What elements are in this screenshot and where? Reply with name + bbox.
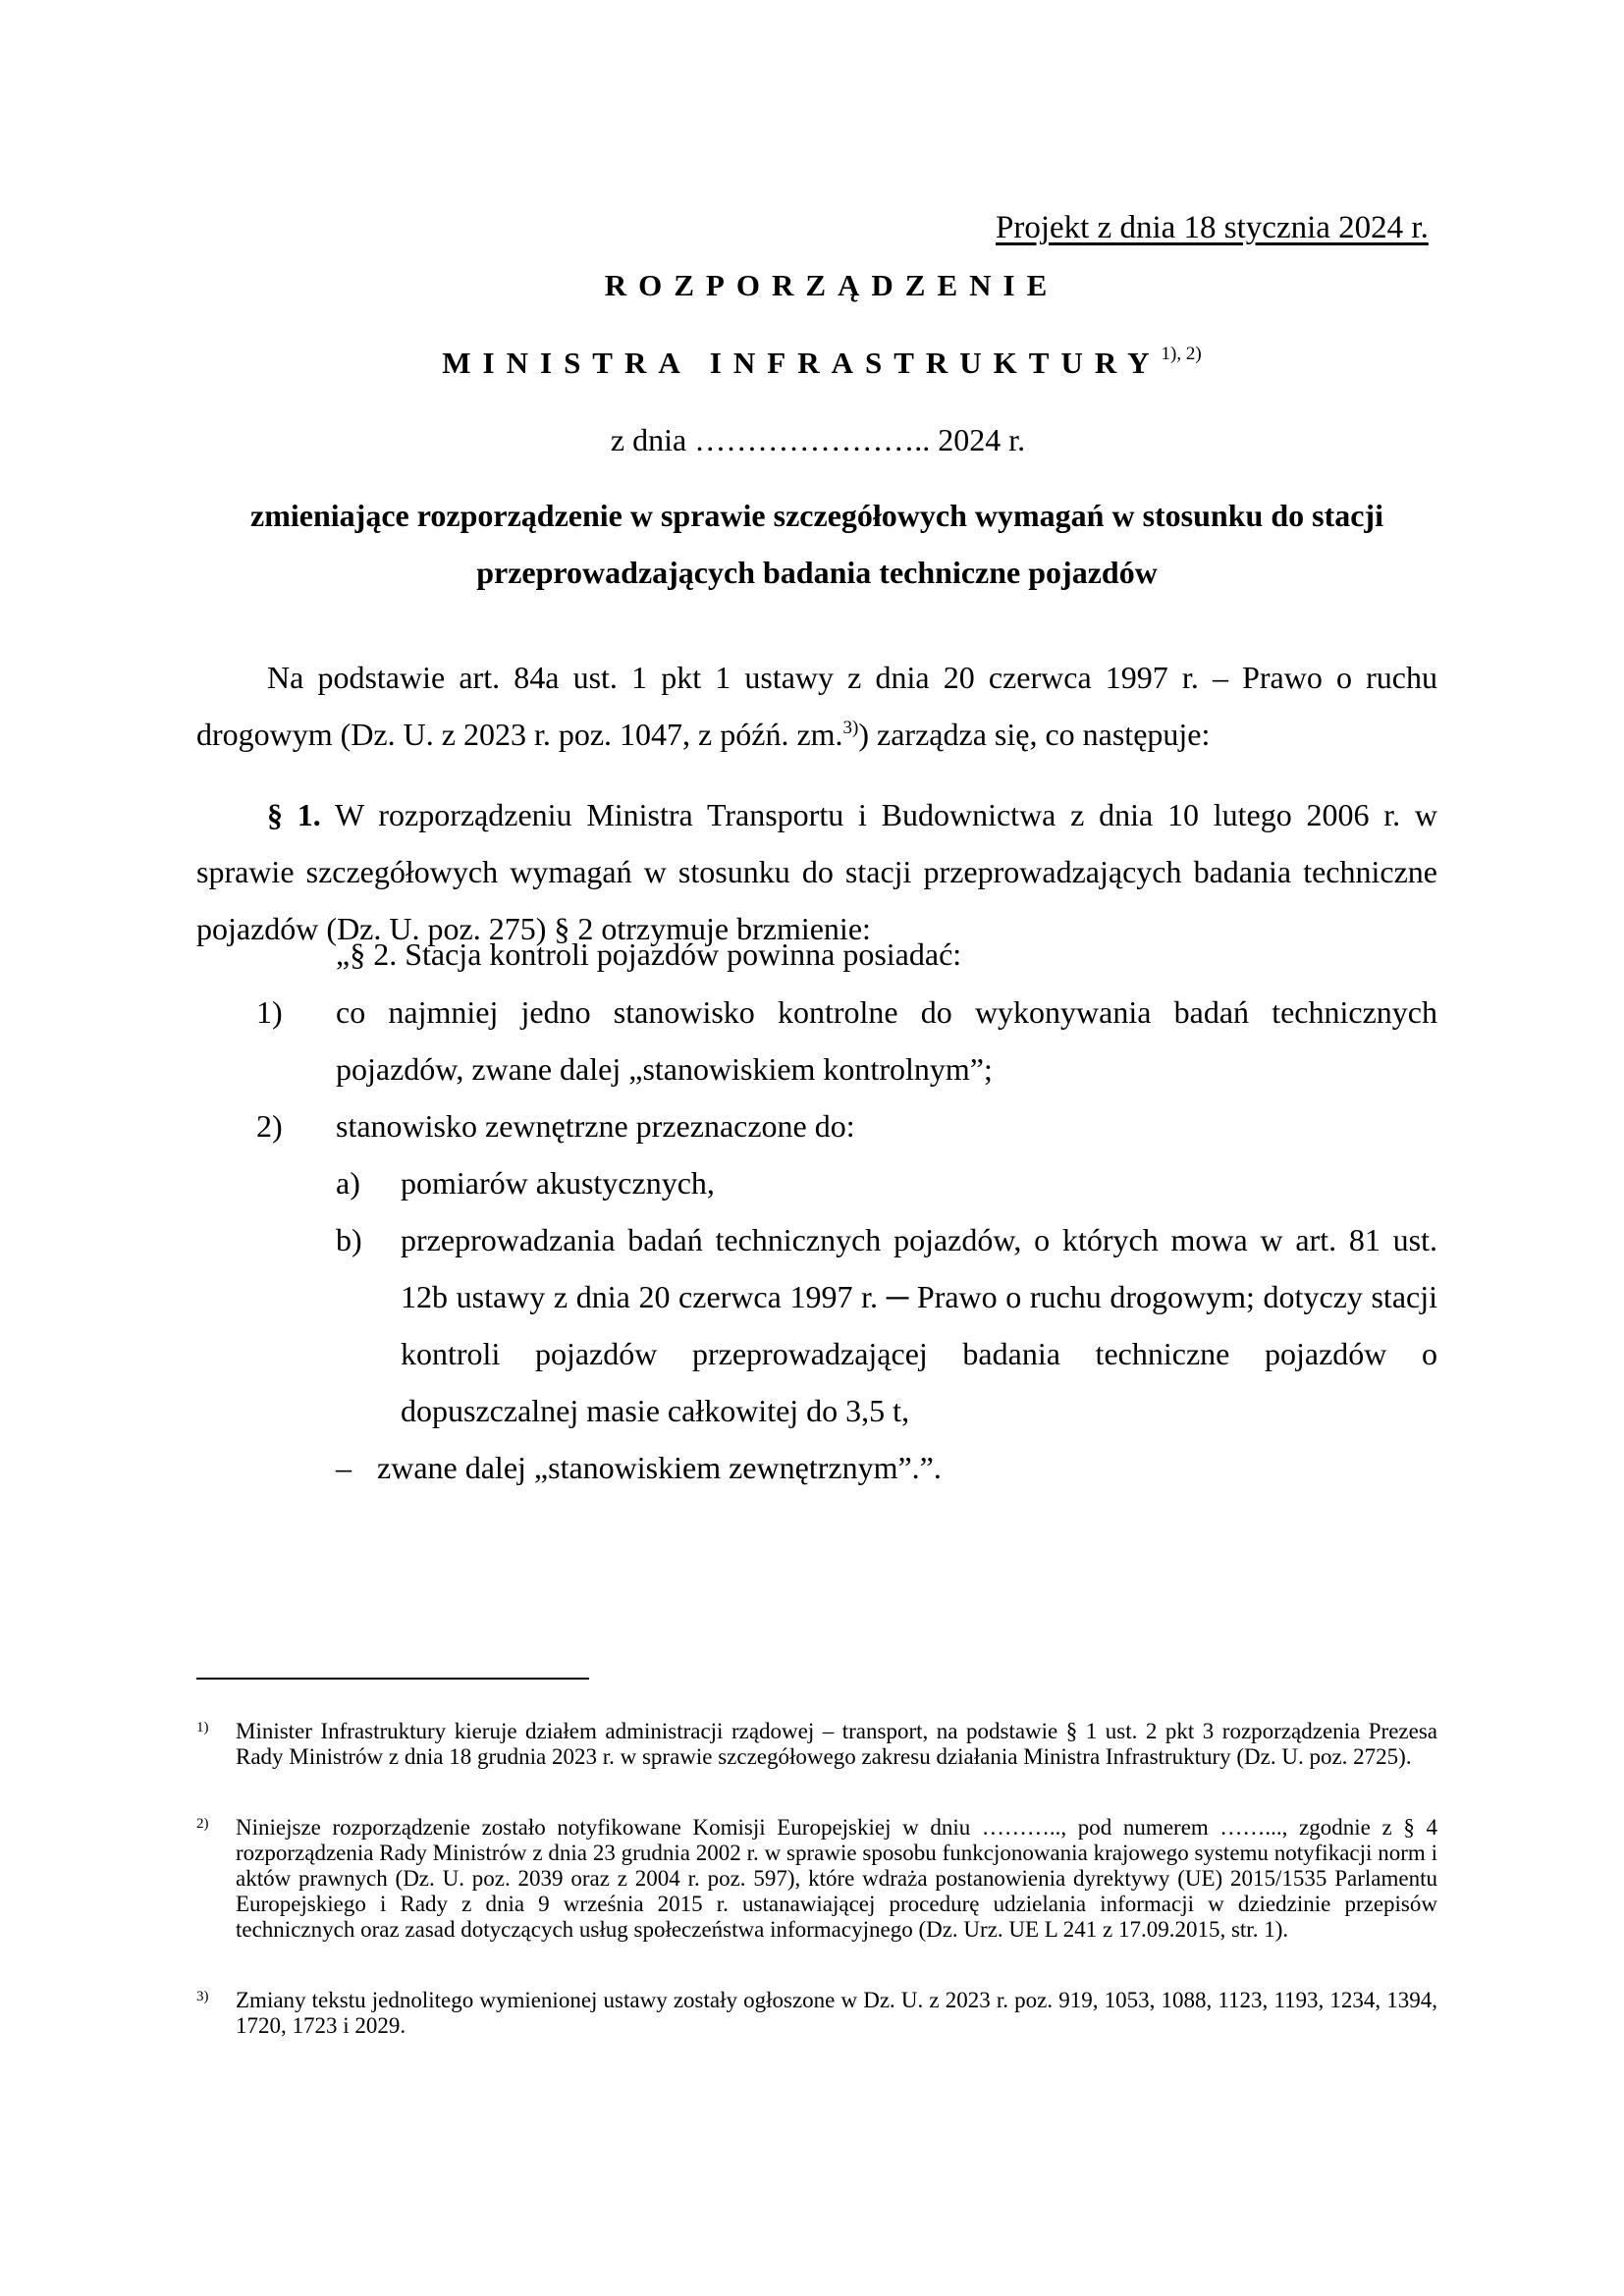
footnote <box>196 1719 1437 1770</box>
footnote-text: Minister Infrastruktury kieruje działem administracji rządowej – transport, na podstawie § 1 ust. 2 pkt 3 rozporządzenia Prezesa Rady Ministrów z dnia 18 grudnia 2023 r. w sprawie szczegółowego zakresu działania Ministra Infrastruktury (Dz. U. poz. 2725). <box>236 1719 1437 1769</box>
footnote-separator <box>196 1678 589 1680</box>
footnote <box>196 1988 1437 2039</box>
sub-list-item-text: przeprowadzania badań technicznych pojazdów, o których mowa w art. 81 ust. 12b ustawy z dnia 20 czerwca 1997 r. ─ Prawo o ruchu drogowym; dotyczy stacji kontroli pojazdów przeprowadzającej badania techniczne pojazdów o dopuszczalnej masie całkowitej do 3,5 t, <box>401 1222 1437 1428</box>
quoted-section-heading: „§ 2. Stacja kontroli pojazdów powinna posiadać: <box>336 936 962 972</box>
list-item-text: stanowisko zewnętrzne przeznaczone do: <box>336 1108 855 1144</box>
section-1-text: W rozporządzeniu Ministra Transportu i Budownictwa z dnia 10 lutego 2006 r. w sprawie szczegółowych wymagań w stosunku do stacji przeprowadzających badania techniczne pojazdów (Dz. U. poz. 275) § 2 otrzymuje brzmienie: <box>196 797 1438 946</box>
preamble-paragraph <box>196 649 1437 763</box>
issuer-footnote-refs: 1), 2) <box>1161 344 1202 364</box>
project-date-note: Projekt z dnia 18 stycznia 2024 r. <box>996 210 1429 245</box>
sub-list-item-letter: b) <box>336 1222 362 1257</box>
list-item-number: 2) <box>256 1108 283 1144</box>
issuer-title <box>0 344 1624 381</box>
preamble-footnote-ref: 3) <box>842 718 859 738</box>
dash-marker: – <box>336 1450 352 1485</box>
footnote <box>196 1815 1437 1943</box>
document-type-title: ROZPORZĄDZENIE <box>604 268 1059 302</box>
footnote-text: Zmiany tekstu jednolitego wymienionej ustawy zostały ogłoszone w Dz. U. z 2023 r. poz. 919, 1053, 1088, 1123, 1193, 1234, 1394, 1720, 1723 i 2029. <box>236 1988 1437 2038</box>
closing-dash-line <box>336 1439 942 1496</box>
footnote-text: Niniejsze rozporządzenie zostało notyfikowane Komisji Europejskiej w dniu ……….., pod numerem ……..., zgodnie z § 4 rozporządzenia Rady Ministrów z dnia 23 grudnia 2002 r. w sprawie sposobu funkcjonowania krajowego systemu notyfikacji norm i aktów prawnych (Dz. U. poz. 2039 oraz z 2004 r. poz. 597), które wdraża postanowienia dyrektywy (UE) 2015/1535 Parlamentu Europejskiego i Rady z dnia 9 września 2015 r. ustanawiającej procedurę udzielania informacji w dziedzinie przepisów technicznych oraz zasad dotyczących usług społeczeństwa informacyjnego (Dz. Urz. UE L 241 z 17.09.2015, str. 1). <box>236 1815 1437 1942</box>
list-item <box>196 1097 1437 1154</box>
regulation-subject: zmieniające rozporządzenie w sprawie szczegółowych wymagań w stosunku do stacji przeprowadzających badania techniczne pojazdów <box>250 498 1383 590</box>
preamble-text-end: ) zarządza się, co następuje: <box>858 717 1211 752</box>
sub-list-item-letter: a) <box>336 1165 360 1201</box>
sub-list-item <box>336 1211 1437 1439</box>
sub-list-item <box>336 1154 1437 1211</box>
section-1-number: § 1. <box>267 797 321 832</box>
list-item-number: 1) <box>256 994 283 1030</box>
preamble-text-start: Na podstawie art. 84a ust. 1 pkt 1 ustawy z dnia 20 czerwca 1997 r. – Prawo o ruchu drogowym (Dz. U. z 2023 r. poz. 1047, z późń. zm. <box>196 660 1437 752</box>
footnote-mark: 1) <box>196 1720 209 1735</box>
footnote-mark: 2) <box>196 1816 209 1832</box>
issue-date-line: z dnia ………………….. 2024 r. <box>610 422 1026 457</box>
list-item <box>196 984 1437 1097</box>
sub-list-item-text: pomiarów akustycznych, <box>401 1165 715 1201</box>
list-item-text: co najmniej jedno stanowisko kontrolne do wykonywania badań technicznych pojazdów, zwane dalej „stanowiskiem kontrolnym”; <box>336 994 1437 1087</box>
closing-text: zwane dalej „stanowiskiem zewnętrznym”.”. <box>377 1450 942 1485</box>
footnote-mark: 3) <box>196 1989 209 2004</box>
issuer-name: MINISTRA INFRASTRUKTURY <box>442 346 1162 380</box>
